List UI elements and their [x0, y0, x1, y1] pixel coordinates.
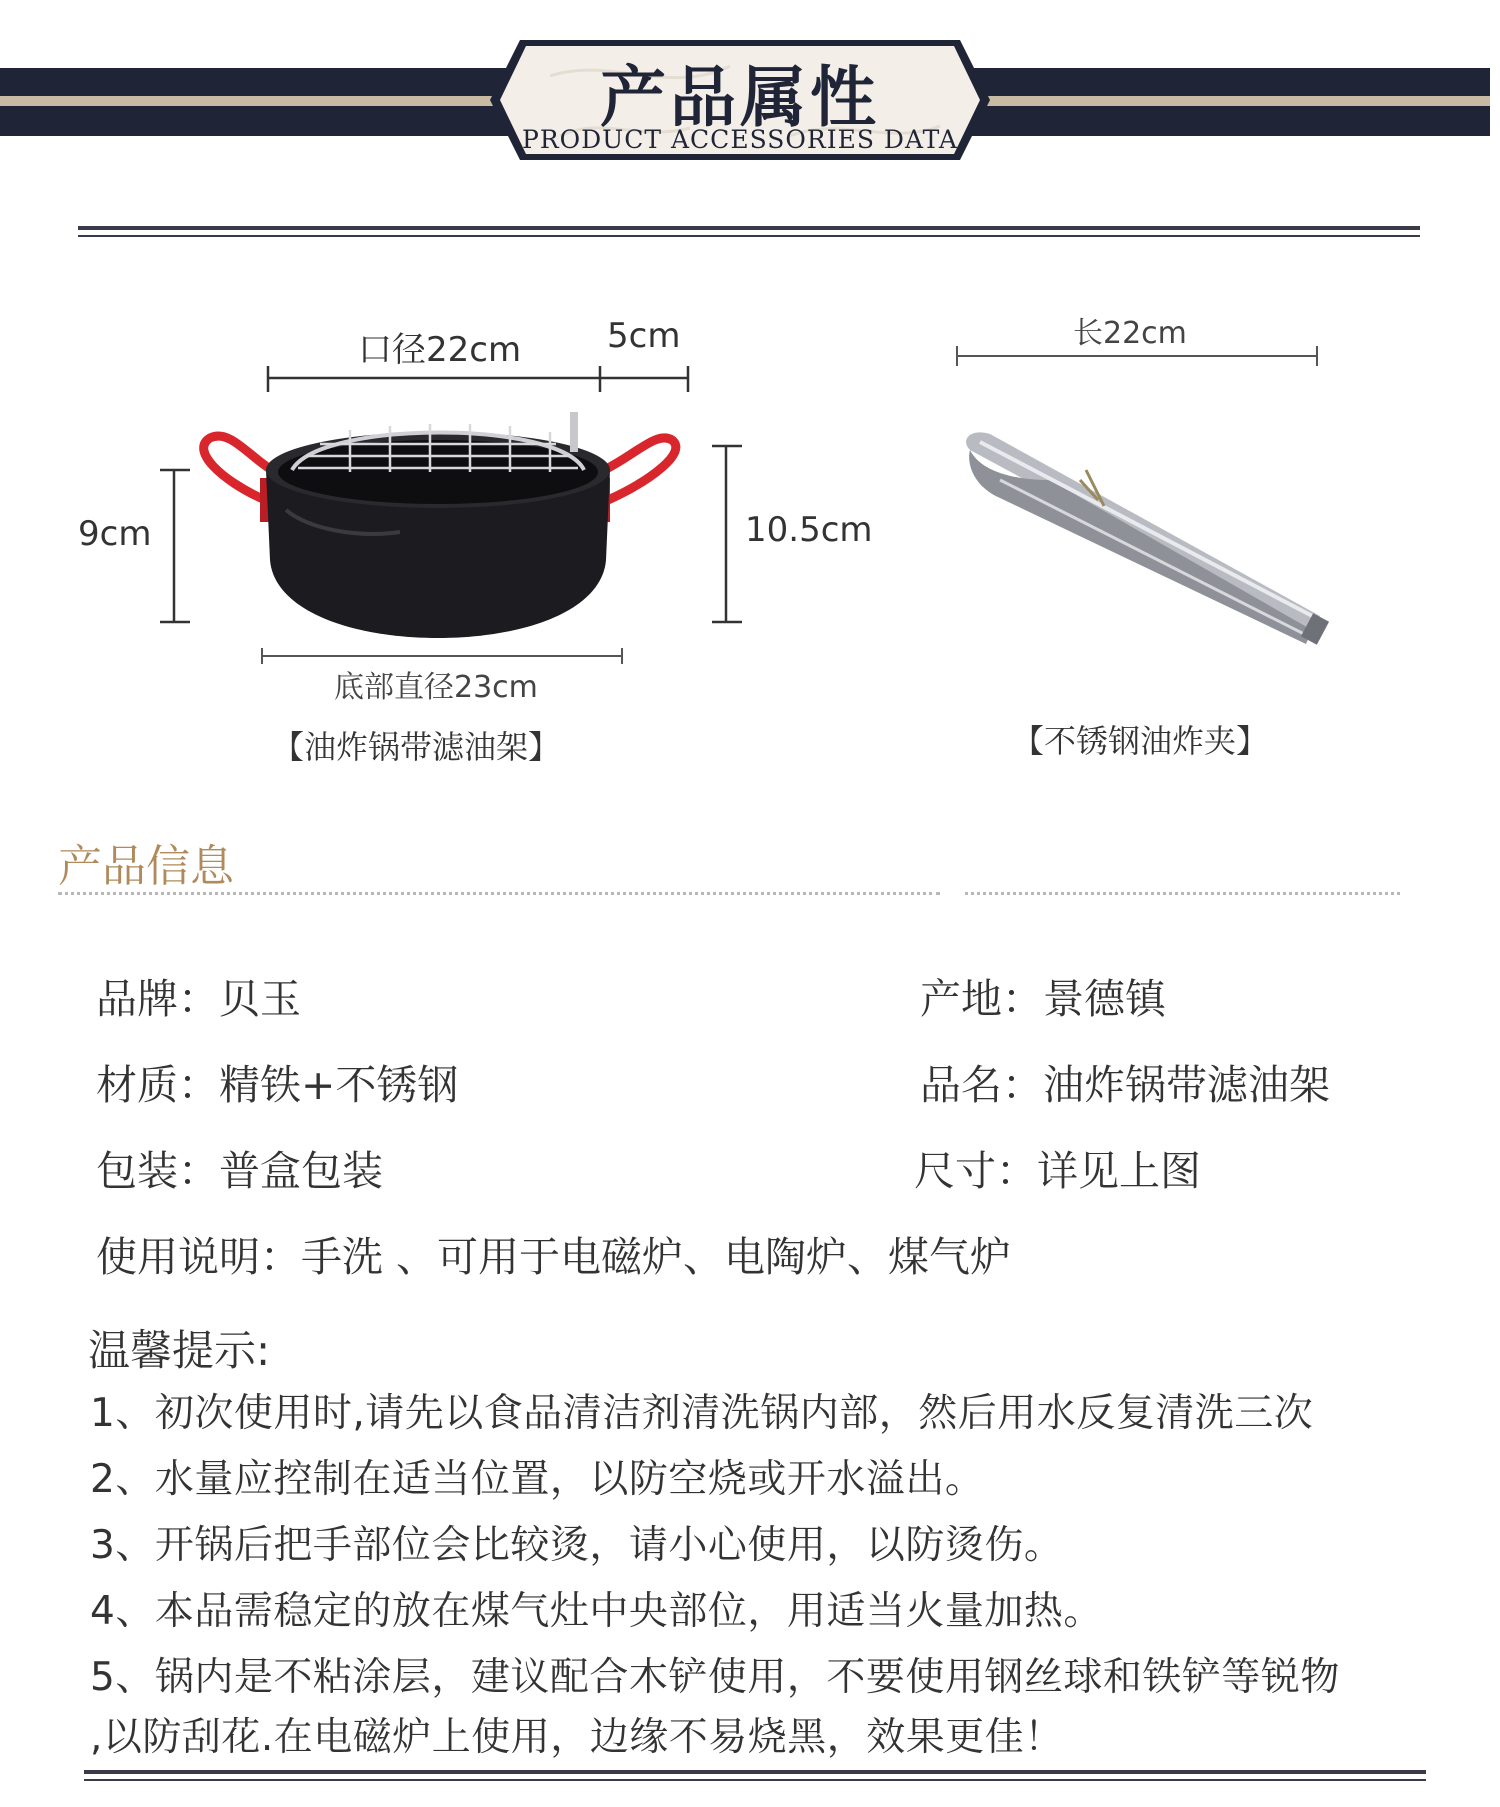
- pot-caption: 【油炸锅带滤油架】: [272, 728, 561, 766]
- pot-height-right-label: 10.5cm: [745, 510, 873, 550]
- pot-mouth-label: 口径22cm: [358, 330, 522, 370]
- tip-line: 5、锅内是不粘涂层，建议配合木铲使用，不要使用钢丝球和铁铲等锐物: [90, 1655, 1340, 1700]
- info-divider-left: [58, 892, 940, 895]
- page-title: 产品属性: [600, 59, 880, 136]
- info-size: 尺寸：详见上图: [914, 1147, 1201, 1195]
- divider-top-thin: [78, 235, 1420, 237]
- product-info-title: 产品信息: [58, 841, 234, 892]
- tip-line: 4、本品需稳定的放在煤气灶中央部位，用适当火量加热。: [90, 1589, 1103, 1634]
- tongs-caption: 【不锈钢油炸夹】: [1012, 722, 1269, 760]
- fryer-pot-image: [60, 360, 920, 680]
- divider-bottom-thin: [84, 1779, 1426, 1781]
- page-subtitle: PRODUCT ACCESSORIES DATA: [522, 125, 958, 154]
- pot-base-dimension: [262, 648, 622, 664]
- pot-top-dimension: [268, 366, 688, 392]
- tongs-length-label: 长22cm: [1073, 316, 1187, 351]
- pot-left-height-dimension: [160, 470, 190, 622]
- info-usage: 使用说明：手洗 、可用于电磁炉、电陶炉、煤气炉: [96, 1233, 1012, 1281]
- pot-base-label: 底部直径23cm: [334, 670, 538, 705]
- tip-line: 2、水量应控制在适当位置，以防空烧或开水溢出。: [90, 1457, 985, 1502]
- tongs-image: [940, 330, 1360, 670]
- pot-right-height-dimension: [712, 446, 742, 622]
- divider-bottom-thick: [84, 1770, 1426, 1774]
- tip-line: 1、初次使用时,请先以食品清洁剂清洗锅内部，然后用水反复清洗三次: [90, 1391, 1314, 1436]
- tip-line: 3、开锅后把手部位会比较烫，请小心使用，以防烫伤。: [90, 1523, 1064, 1568]
- info-divider-right: [965, 892, 1400, 895]
- divider-top-thick: [78, 226, 1420, 230]
- pot-height-left-label: 9cm: [78, 514, 152, 554]
- tips-title: 温馨提示:: [88, 1326, 271, 1375]
- info-packaging: 包装：普盒包装: [96, 1147, 383, 1195]
- tongs-length-dimension: [957, 346, 1317, 366]
- info-origin: 产地：景德镇: [920, 975, 1166, 1023]
- info-material: 材质：精铁+不锈钢: [96, 1061, 459, 1109]
- info-product-name: 品名：油炸锅带滤油架: [920, 1061, 1330, 1109]
- pot-handle-label: 5cm: [607, 316, 681, 356]
- info-brand: 品牌：贝玉: [96, 975, 301, 1023]
- tip-line: ,以防刮花.在电磁炉上使用，边缘不易烧黑，效果更佳！: [90, 1715, 1064, 1760]
